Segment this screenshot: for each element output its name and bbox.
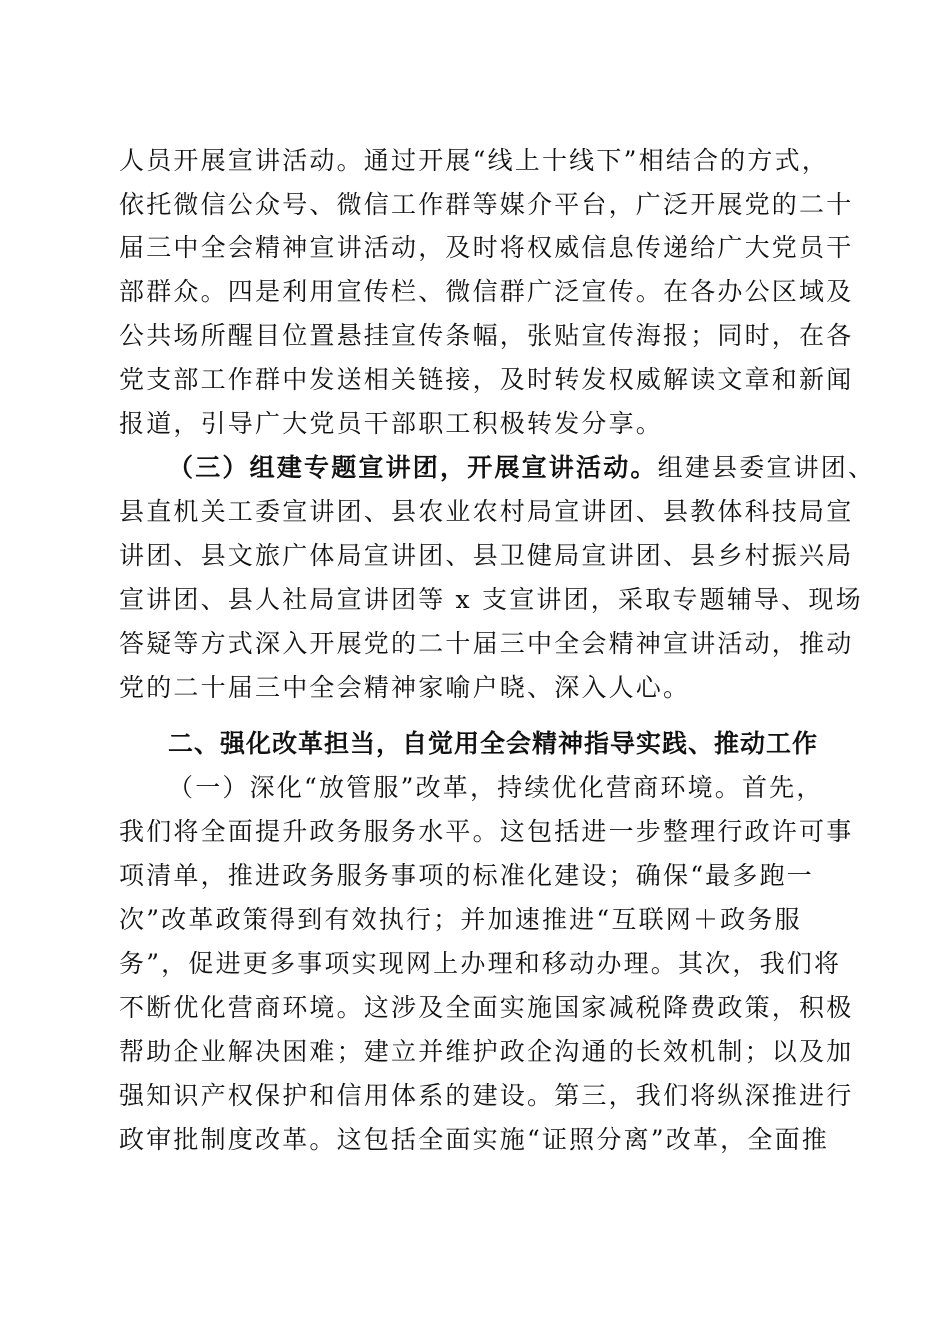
text-line: 不断优化营商环境。这涉及全面实施国家减税降费政策，积极 <box>119 993 854 1022</box>
section-3-title: （三）组建专题宣讲团，开展宣讲活动。 <box>168 453 658 482</box>
text-line: 我们将全面提升政务服务水平。这包括进一步整理行政许可事 <box>119 817 854 846</box>
text-line: 帮助企业解决困难；建立并维护政企沟通的长效机制；以及加 <box>119 1037 854 1066</box>
text-line: 宣讲团、县人社局宣讲团等 x 支宣讲团，采取专题辅导、现场 <box>119 585 863 614</box>
section-3-line <box>168 452 875 484</box>
text-line: 部群众。四是利用宣传栏、微信群广泛宣传。在各办公区域及 <box>119 277 854 306</box>
text-line: 报道，引导广大党员干部职工积极转发分享。 <box>119 409 664 438</box>
text-line: 公共场所醒目位置悬挂宣传条幅，张贴宣传海报；同时，在各 <box>119 321 854 350</box>
text-line: 项清单，推进政务服务事项的标准化建设；确保“最多跑一 <box>119 861 814 890</box>
text-line: 次”改革政策得到有效执行；并加速推进“互联网＋政务服 <box>119 905 802 934</box>
text-line: 讲团、县文旅广体局宣讲团、县卫健局宣讲团、县乡村振兴局 <box>119 541 854 570</box>
text-line: 党的二十届三中全会精神家喻户晓、深入人心。 <box>119 673 691 702</box>
text-line: 党支部工作群中发送相关链接，及时转发权威解读文章和新闻 <box>119 365 854 394</box>
text-line: 县直机关工委宣讲团、县农业农村局宣讲团、县教体科技局宣 <box>119 497 854 526</box>
text-line: 强知识产权保护和信用体系的建设。第三，我们将纵深推进行 <box>119 1081 854 1110</box>
text-line: 政审批制度改革。这包括全面实施“证照分离”改革，全面推 <box>119 1125 829 1154</box>
text-line: （一）深化“放管服”改革，持续优化营商环境。首先， <box>168 773 824 802</box>
section-heading: 二、强化改革担当，自觉用全会精神指导实践、推动工作 <box>168 729 819 758</box>
text-line: 人员开展宣讲活动。通过开展“线上十线下”相结合的方式， <box>119 146 829 175</box>
text-line: 届三中全会精神宣讲活动，及时将权威信息传递给广大党员干 <box>119 233 854 262</box>
text-line: 依托微信公众号、微信工作群等媒介平台，广泛开展党的二十 <box>119 190 854 219</box>
text-line: 答疑等方式深入开展党的二十届三中全会精神宣讲活动，推动 <box>119 629 854 658</box>
section-3-text: 组建县委宣讲团、 <box>657 453 876 482</box>
text-line: 务”，促进更多事项实现网上办理和移动办理。其次，我们将 <box>119 949 842 978</box>
